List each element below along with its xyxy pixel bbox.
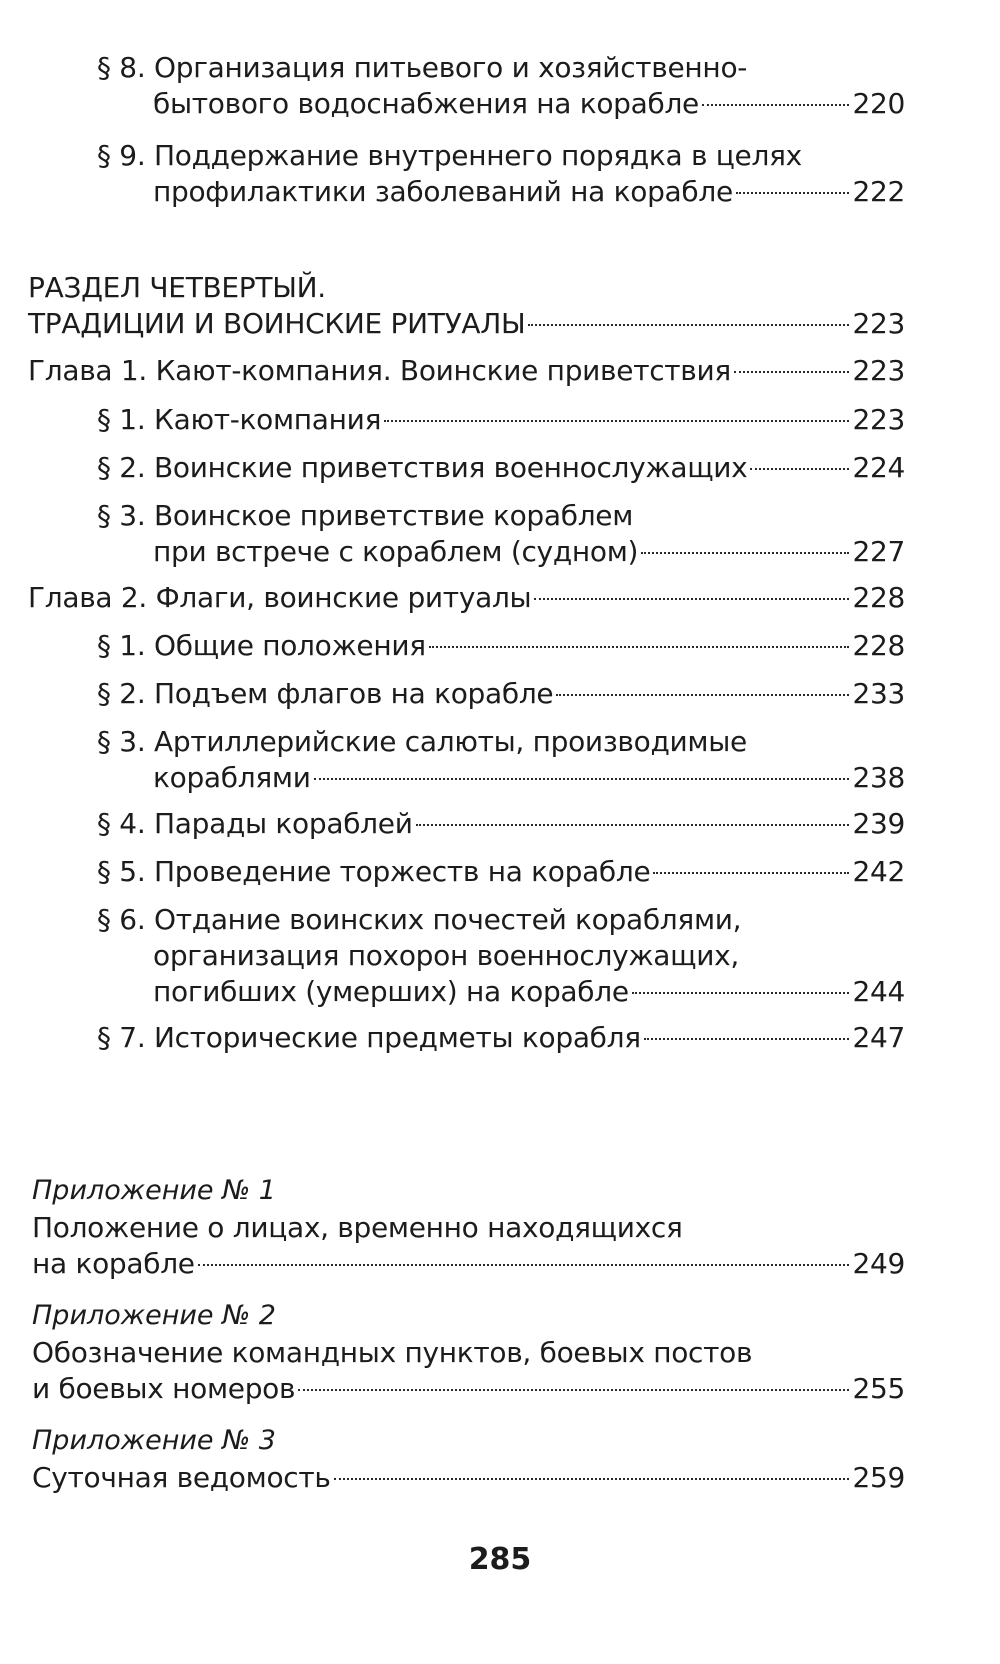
dot-leader [528, 324, 849, 326]
toc-entry-s8 [97, 50, 905, 122]
toc-entry-text: § 7. Исторические предметы корабля [97, 1021, 641, 1054]
toc-entry-text: Обозначение командных пунктов, боевых постов [32, 1336, 753, 1369]
toc-entry-ch2-s4 [97, 806, 905, 842]
dot-leader [384, 420, 849, 422]
toc-entry-text: Суточная ведомость [32, 1461, 331, 1494]
page-number: 285 [468, 1542, 532, 1577]
toc-page-number: 223 [852, 403, 905, 436]
toc-entry-text: § 8. Организация питьевого и хозяйственно- [97, 51, 748, 84]
dot-leader [334, 1478, 850, 1480]
toc-page-number: 223 [852, 354, 905, 387]
toc-entry-text: при встрече с кораблем (судном) [153, 535, 639, 568]
toc-page-number: 238 [852, 761, 905, 794]
toc-entry-text: кораблями [153, 761, 311, 794]
toc-page-number: 255 [852, 1372, 905, 1405]
part-heading: РАЗДЕЛ ЧЕТВЕРТЫЙ. [28, 271, 326, 304]
toc-entry-text: § 2. Воинские приветствия военнослужащих [97, 451, 748, 484]
dot-leader [644, 1038, 850, 1040]
toc-entry-ch2-s1 [97, 628, 905, 664]
appendix-label: Приложение № 1 [32, 1175, 276, 1206]
dot-leader [534, 598, 849, 600]
toc-page-number: 259 [852, 1461, 905, 1494]
toc-entry-text: на корабле [32, 1247, 195, 1280]
toc-entry-text: профилактики заболеваний на корабле [153, 175, 733, 208]
toc-page-number: 242 [852, 855, 905, 888]
toc-entry-ch2-s5 [97, 854, 905, 890]
toc-entry-ch1 [28, 353, 905, 389]
toc-entry-text: организация похорон военнослужащих, [153, 939, 739, 972]
toc-entry-text: § 3. Артиллерийские салюты, производимые [97, 725, 747, 758]
toc-page-number: 220 [852, 87, 905, 120]
dot-leader [734, 371, 850, 373]
toc-entry-text: § 2. Подъем флагов на корабле [97, 677, 554, 710]
toc-page-number: 223 [852, 307, 905, 340]
chapter-title: Глава 2. Флаги, воинские ритуалы [28, 581, 532, 614]
toc-entry-text: § 1. Кают-компания [97, 403, 382, 436]
dot-leader [632, 992, 850, 994]
appendix-label: Приложение № 2 [32, 1300, 276, 1331]
toc-page-number: 249 [852, 1247, 905, 1280]
dot-leader [429, 646, 850, 648]
toc-entry-s9 [97, 138, 905, 210]
toc-entry-ch1-s2 [97, 450, 905, 486]
toc-entry-text: и боевых номеров [32, 1372, 296, 1405]
toc-page-number: 233 [852, 677, 905, 710]
toc-entry-text: § 9. Поддержание внутреннего порядка в целях [97, 139, 802, 172]
dot-leader [653, 872, 849, 874]
toc-entry-ch1-s3 [97, 498, 905, 570]
dot-leader [736, 192, 850, 194]
toc-entry-text: § 6. Отдание воинских почестей кораблями, [97, 903, 742, 936]
part-heading: ТРАДИЦИИ И ВОИНСКИЕ РИТУАЛЫ [28, 307, 526, 340]
toc-entry-ch2-s6 [97, 902, 905, 1010]
toc-page-number: 224 [852, 451, 905, 484]
toc-page-number: 228 [852, 629, 905, 662]
dot-leader [198, 1264, 850, 1266]
toc-page-number: 247 [852, 1021, 905, 1054]
toc-entry-text: Положение о лицах, временно находящихся [32, 1211, 683, 1244]
toc-entry-app1 [32, 1210, 905, 1282]
chapter-title: Глава 1. Кают-компания. Воинские приветствия [28, 354, 731, 387]
toc-entry-ch2 [28, 580, 905, 616]
toc-page-number: 244 [852, 975, 905, 1008]
dot-leader [314, 778, 850, 780]
toc-entry-ch2-s7 [97, 1020, 905, 1056]
toc-entry-part4 [28, 270, 905, 342]
toc-page-number: 239 [852, 807, 905, 840]
toc-entry-ch1-s1 [97, 402, 905, 438]
dot-leader [556, 694, 849, 696]
toc-entry-text: § 3. Воинское приветствие кораблем [97, 499, 634, 532]
toc-entry-ch2-s3 [97, 724, 905, 796]
toc-page-number: 227 [852, 535, 905, 568]
appendix-label: Приложение № 3 [32, 1425, 276, 1456]
toc-entry-app2 [32, 1335, 905, 1407]
toc-page-number: 222 [852, 175, 905, 208]
dot-leader [641, 552, 849, 554]
dot-leader [702, 104, 849, 106]
dot-leader [416, 824, 850, 826]
toc-entry-text: бытового водоснабжения на корабле [153, 87, 699, 120]
toc-entry-app3 [32, 1460, 905, 1496]
toc-entry-text: § 4. Парады кораблей [97, 807, 413, 840]
toc-page-number: 228 [852, 581, 905, 614]
dot-leader [750, 468, 849, 470]
toc-entry-ch2-s2 [97, 676, 905, 712]
toc-entry-text: § 5. Проведение торжеств на корабле [97, 855, 651, 888]
toc-entry-text: § 1. Общие положения [97, 629, 426, 662]
dot-leader [298, 1389, 849, 1391]
toc-entry-text: погибших (умерших) на корабле [153, 975, 629, 1008]
